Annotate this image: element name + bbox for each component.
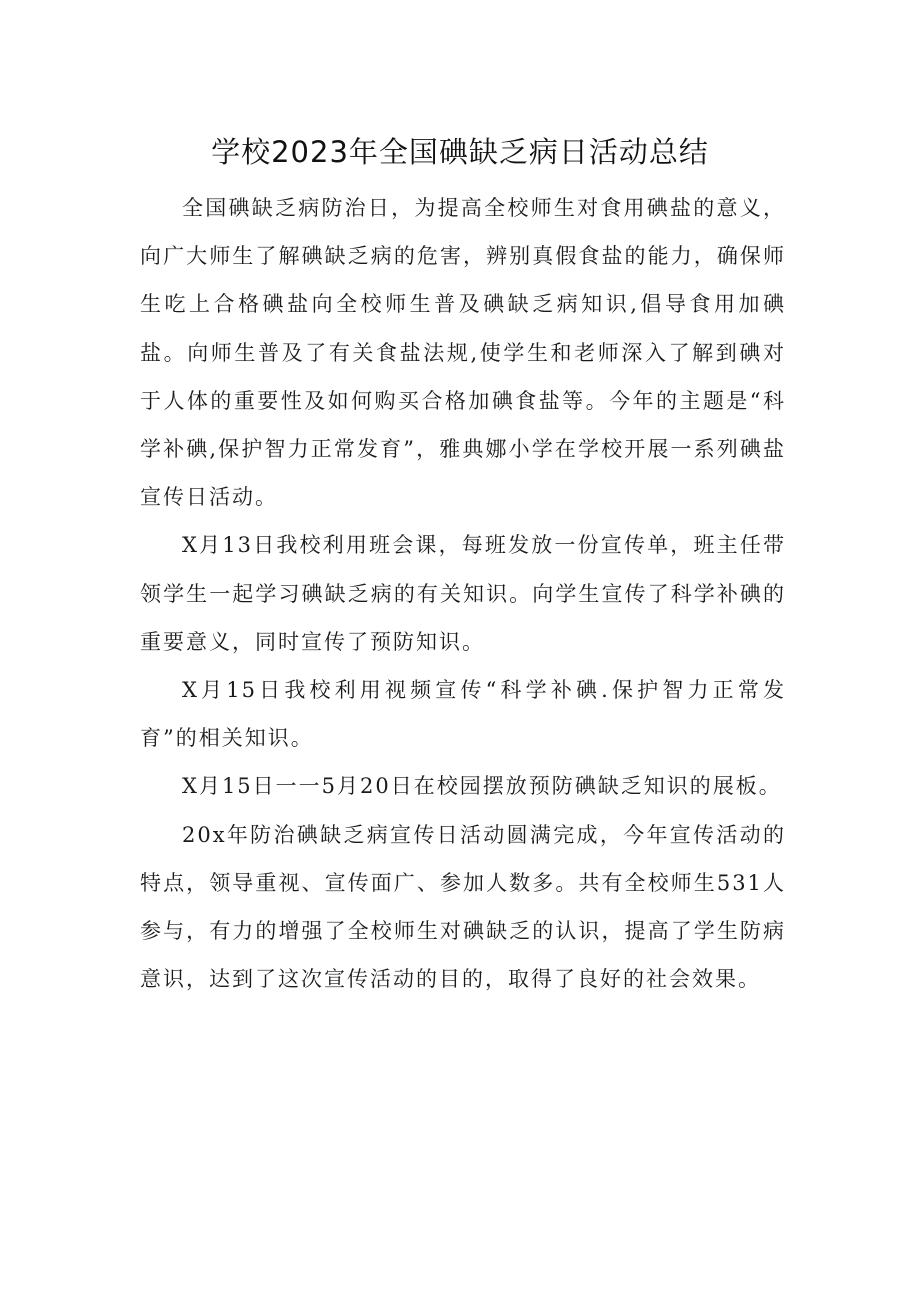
paragraph-exhibition: X月15日一一5月20日在校园摆放预防碘缺乏知识的展板。 <box>182 774 782 799</box>
paragraph-intro: 全国碘缺乏病防治日，为提高全校师生对食用碘盐的意义，向广大师生了解碘缺乏病的危害，辨别真假食盐的能力，确保师生吃上合格碘盐向全校师生普及碘缺乏病知识,倡导食用加碘盐。向师生普及了有关食盐法规,使学生和老师深入了解到碘对于人体的重要性及如何购买合格加碘食盐等。今年的主题是“科学补碘,保护智力正常发育”，雅典娜小学在学校开展一系列碘盐宣传日活动。 <box>140 196 786 510</box>
document-body <box>140 184 786 1003</box>
paragraph-summary: 20x年防治碘缺乏病宣传日活动圆满完成，今年宣传活动的特点，领导重视、宣传面广、参加人数多。共有全校师生531人参与，有力的增强了全校师生对碘缺乏的认识，提高了学生防病意识，达到了这次宣传活动的目的，取得了良好的社会效果。 <box>140 822 786 992</box>
document-title: 学校2023年全国碘缺乏病日活动总结 <box>211 135 709 169</box>
paragraph-video: X月15日我校利用视频宣传“科学补碘.保护智力正常发育”的相关知识。 <box>140 678 786 751</box>
paragraph-class-meeting: X月13日我校利用班会课，每班发放一份宣传单，班主任带领学生一起学习碘缺乏病的有关知识。向学生宣传了科学补碘的重要意义，同时宣传了预防知识。 <box>140 533 786 654</box>
